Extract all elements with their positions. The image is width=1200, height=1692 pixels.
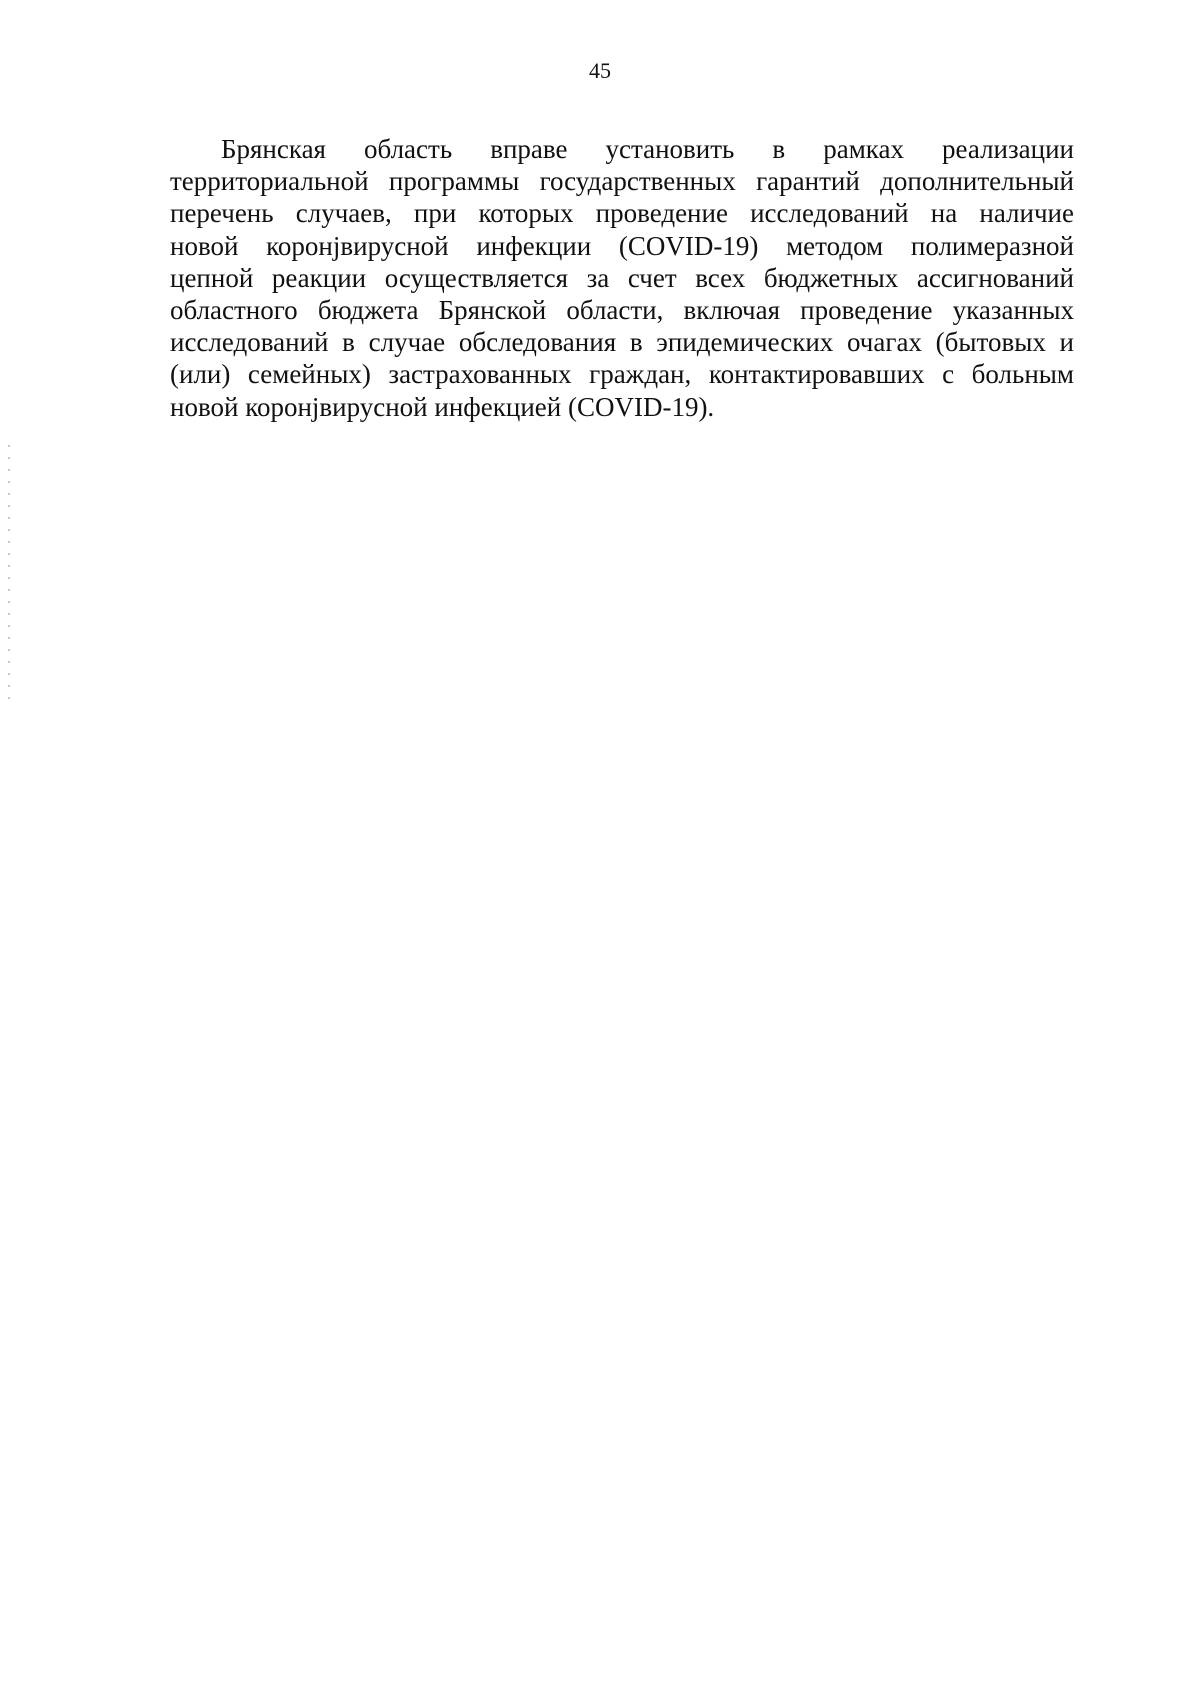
paragraph-line: Брянская область вправе установить в рамках реализации: [221, 134, 1074, 164]
paragraph-line: новой коронјвирусной инфекцией (COVID-19).: [170, 391, 715, 422]
paragraph-line: (или) семейных) застрахованных граждан, контактировавших с больным: [170, 359, 1074, 390]
paragraph-line: областного бюджета Брянской области, включая проведение указанных: [170, 295, 1074, 326]
paragraph-line: исследований в случае обследования в эпидемических очагах (бытовых и: [170, 327, 1074, 358]
scan-margin-marks: [8, 445, 10, 705]
paragraph-line: перечень случаев, при которых проведение исследований на наличие: [170, 198, 1074, 229]
paragraph-line: территориальной программы государственных гарантий дополнительный: [170, 166, 1074, 197]
paragraph-line: новой коронјвирусной инфекции (COVID-19) методом полимеразной: [170, 230, 1074, 261]
body-paragraph: [170, 133, 1074, 423]
page-number: 45: [589, 58, 611, 83]
paragraph-line: цепной реакции осуществляется за счет всех бюджетных ассигнований: [170, 262, 1074, 293]
